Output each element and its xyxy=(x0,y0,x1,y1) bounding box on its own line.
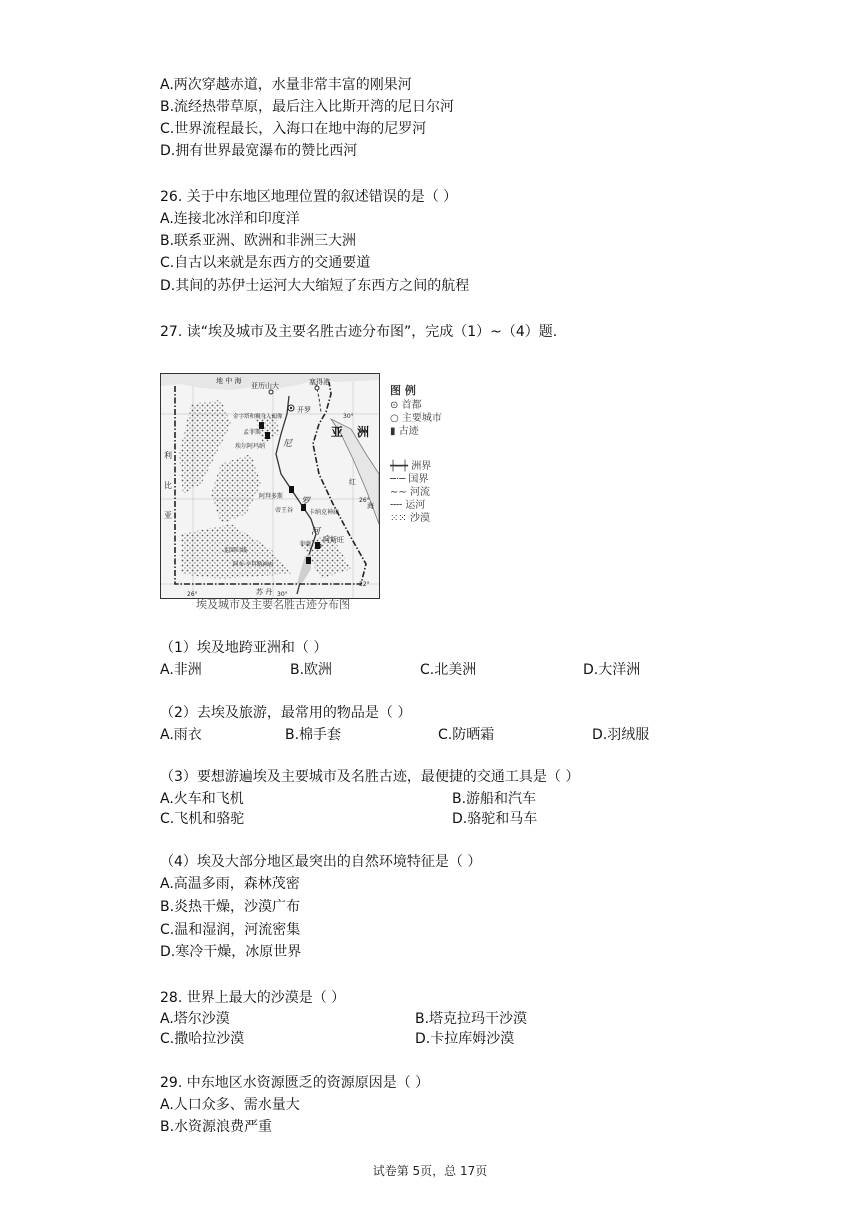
q27-sub1-option-b: B.欧洲 xyxy=(290,662,333,678)
map-label-libya-1: 利 xyxy=(164,451,172,460)
legend-river: ∼∼ 河流 xyxy=(390,487,430,498)
abydos-site-icon xyxy=(289,486,294,493)
legend-desert: ⁙⁙ 沙漠 xyxy=(390,513,430,524)
map-label-pyramids: 金字塔和狮身人面像 xyxy=(233,414,283,420)
legend-city: ○ 主要城市 xyxy=(390,413,442,424)
map-label-asia-2: 洲 xyxy=(357,425,370,439)
q27-sub2-option-a: A.雨衣 xyxy=(160,727,202,743)
map-label-nile-3: 河 xyxy=(311,527,321,537)
q26-option-d: D.其间的苏伊士运河大大缩短了东西方之间的航程 xyxy=(160,278,470,294)
map-label-valley-kings: 帝王谷 xyxy=(275,507,294,514)
q29-option-b: B.水资源浪费严重 xyxy=(160,1119,273,1135)
map-label-karnak: 卡纳克神庙 xyxy=(309,509,340,516)
country-border-icon: ─·─ xyxy=(390,474,406,485)
pyramids-site-icon xyxy=(259,422,264,429)
q27-sub1-option-d: D.大洋洲 xyxy=(583,662,641,678)
q29-stem: 29. 中东地区水资源匮乏的资源原因是（ ） xyxy=(160,1075,430,1091)
desert-central xyxy=(211,454,261,524)
continent-border-icon: ┿━┿ xyxy=(390,461,409,472)
q28-option-b: B.塔克拉玛干沙漠 xyxy=(415,1011,528,1027)
q27-sub3-option-d: D.骆驼和马车 xyxy=(452,811,538,827)
q27-stem: 27. 读“埃及城市及主要名胜古迹分布图”，完成（1）~（4）题. xyxy=(160,324,558,340)
q25-option-b: B.流经热带草原，最后注入比斯开湾的尼日尔河 xyxy=(160,99,455,115)
legend-canal: ╌╌ 运河 xyxy=(390,500,426,511)
q28-option-c: C.撒哈拉沙漠 xyxy=(160,1031,245,1047)
q28-option-a: A.塔尔沙漠 xyxy=(160,1011,230,1027)
q27-sub2-option-c: C.防晒霜 xyxy=(438,727,495,743)
q27-sub4-option-d: D.寒冷干燥，冰原世界 xyxy=(160,944,302,960)
page-footer: 试卷第 5页，总 17页 xyxy=(372,1164,488,1178)
abu-simbel-site-icon xyxy=(306,557,311,564)
map-label-philae: 菲莱 xyxy=(299,541,312,548)
map-label-libya-3: 亚 xyxy=(164,511,172,520)
q27-sub3-option-a: A.火车和飞机 xyxy=(160,791,244,807)
map-label-libya-2: 比 xyxy=(164,481,172,490)
legend-capital: ⊙ 首都 xyxy=(390,400,422,411)
map-label-mediterranean: 地 中 海 xyxy=(216,377,242,385)
q27-sub1-option-c: C.北美洲 xyxy=(420,662,477,678)
q26-option-c: C.自古以来就是东西方的交通要道 xyxy=(160,255,371,271)
map-label-lat-30: 30° xyxy=(343,413,354,420)
map-label-lon-26: 26° xyxy=(187,591,198,598)
river-icon: ∼∼ xyxy=(390,487,407,498)
q26-option-a: A.连接北冰洋和印度洋 xyxy=(160,211,300,227)
map-label-nile-2: 罗 xyxy=(301,497,311,507)
map-label-sudan: 苏 丹 xyxy=(256,588,273,596)
map-label-tropic: 北回归线 xyxy=(223,547,248,554)
q27-sub3-option-c: C.飞机和骆驼 xyxy=(160,811,245,827)
legend-title: 图 例 xyxy=(390,384,416,397)
q25-option-a: A.两次穿越赤道，水量非常丰富的刚果河 xyxy=(160,77,412,93)
q25-option-c: C.世界流程最长，入海口在地中海的尼罗河 xyxy=(160,121,427,137)
map-caption: 埃及城市及主要名胜古迹分布图 xyxy=(196,598,350,611)
egypt-map xyxy=(160,373,380,599)
map-label-lat-22: 22° xyxy=(359,581,370,588)
egypt-map-graphic xyxy=(161,374,379,598)
q27-sub3-stem: （3）要想游遍埃及主要城市及名胜古迹，最便捷的交通工具是（ ） xyxy=(160,769,580,785)
q27-sub4-option-b: B.炎热干燥，沙漠广布 xyxy=(160,899,301,915)
map-label-abu-simbel: 阿布·辛拜勒神庙 xyxy=(233,562,274,568)
q29-option-a: A.人口众多、需水量大 xyxy=(160,1097,300,1113)
map-label-asia-1: 亚 xyxy=(331,425,344,439)
q27-sub1-stem: （1）埃及地跨亚洲和（ ） xyxy=(160,640,328,656)
site-symbol-icon: ▮ xyxy=(390,426,396,437)
q28-option-d: D.卡拉库姆沙漠 xyxy=(415,1031,515,1047)
q27-sub3-option-b: B.游船和汽车 xyxy=(452,791,537,807)
map-label-lat-26: 26° xyxy=(359,497,370,504)
q27-sub2-option-d: D.羽绒服 xyxy=(592,727,650,743)
map-label-lon-30: 30° xyxy=(277,591,288,598)
map-label-port-said: 塞得港 xyxy=(309,378,330,386)
map-label-red-sea-1: 红 xyxy=(349,478,356,486)
canal-icon: ╌╌ xyxy=(390,500,403,511)
q28-stem: 28. 世界上最大的沙漠是（ ） xyxy=(160,990,346,1006)
q27-sub4-stem: （4）埃及大部分地区最突出的自然环境特征是（ ） xyxy=(160,854,482,870)
map-label-aswan: 阿斯旺 xyxy=(323,536,344,544)
map-label-red-sea-2: 海 xyxy=(367,502,374,510)
q27-sub2-stem: （2）去埃及旅游，最常用的物品是（ ） xyxy=(160,705,412,721)
q27-sub4-option-a: A.高温多雨，森林茂密 xyxy=(160,876,300,892)
map-label-abydos: 阿拜多斯 xyxy=(259,493,284,500)
alexandria-marker xyxy=(269,390,273,394)
city-symbol-icon: ○ xyxy=(390,413,399,424)
q27-sub2-option-b: B.棉手套 xyxy=(285,727,342,743)
legend-country-border: ─·─ 国界 xyxy=(390,474,429,485)
map-label-alexandria: 亚历山大 xyxy=(251,382,279,390)
memphis-site-icon xyxy=(265,432,270,439)
philae-site-icon xyxy=(315,542,320,549)
map-label-cairo: 开罗 xyxy=(297,406,311,414)
legend-site: ▮ 古迹 xyxy=(390,426,419,437)
q27-sub1-option-a: A.非洲 xyxy=(160,662,202,678)
q26-option-b: B.联系亚洲、欧洲和非洲三大洲 xyxy=(160,233,357,249)
map-legend xyxy=(390,384,442,525)
q26-stem: 26. 关于中东地区地理位置的叙述错误的是（ ） xyxy=(160,189,458,205)
map-label-nile-1: 尼 xyxy=(283,439,293,449)
cairo-capital-dot xyxy=(290,407,292,409)
map-label-el-amarna: 埃尔阿玛纳 xyxy=(235,443,266,450)
capital-symbol-icon: ⊙ xyxy=(390,400,399,411)
desert-icon: ⁙⁙ xyxy=(390,513,407,524)
q25-option-d: D.拥有世界最宽瀑布的赞比西河 xyxy=(160,143,358,159)
map-label-memphis: 孟菲斯 xyxy=(243,429,262,436)
legend-continent-border: ┿━┿ 洲界 xyxy=(390,461,432,472)
port-said-marker xyxy=(315,386,319,390)
q27-sub4-option-c: C.温和湿润，河流密集 xyxy=(160,922,301,938)
